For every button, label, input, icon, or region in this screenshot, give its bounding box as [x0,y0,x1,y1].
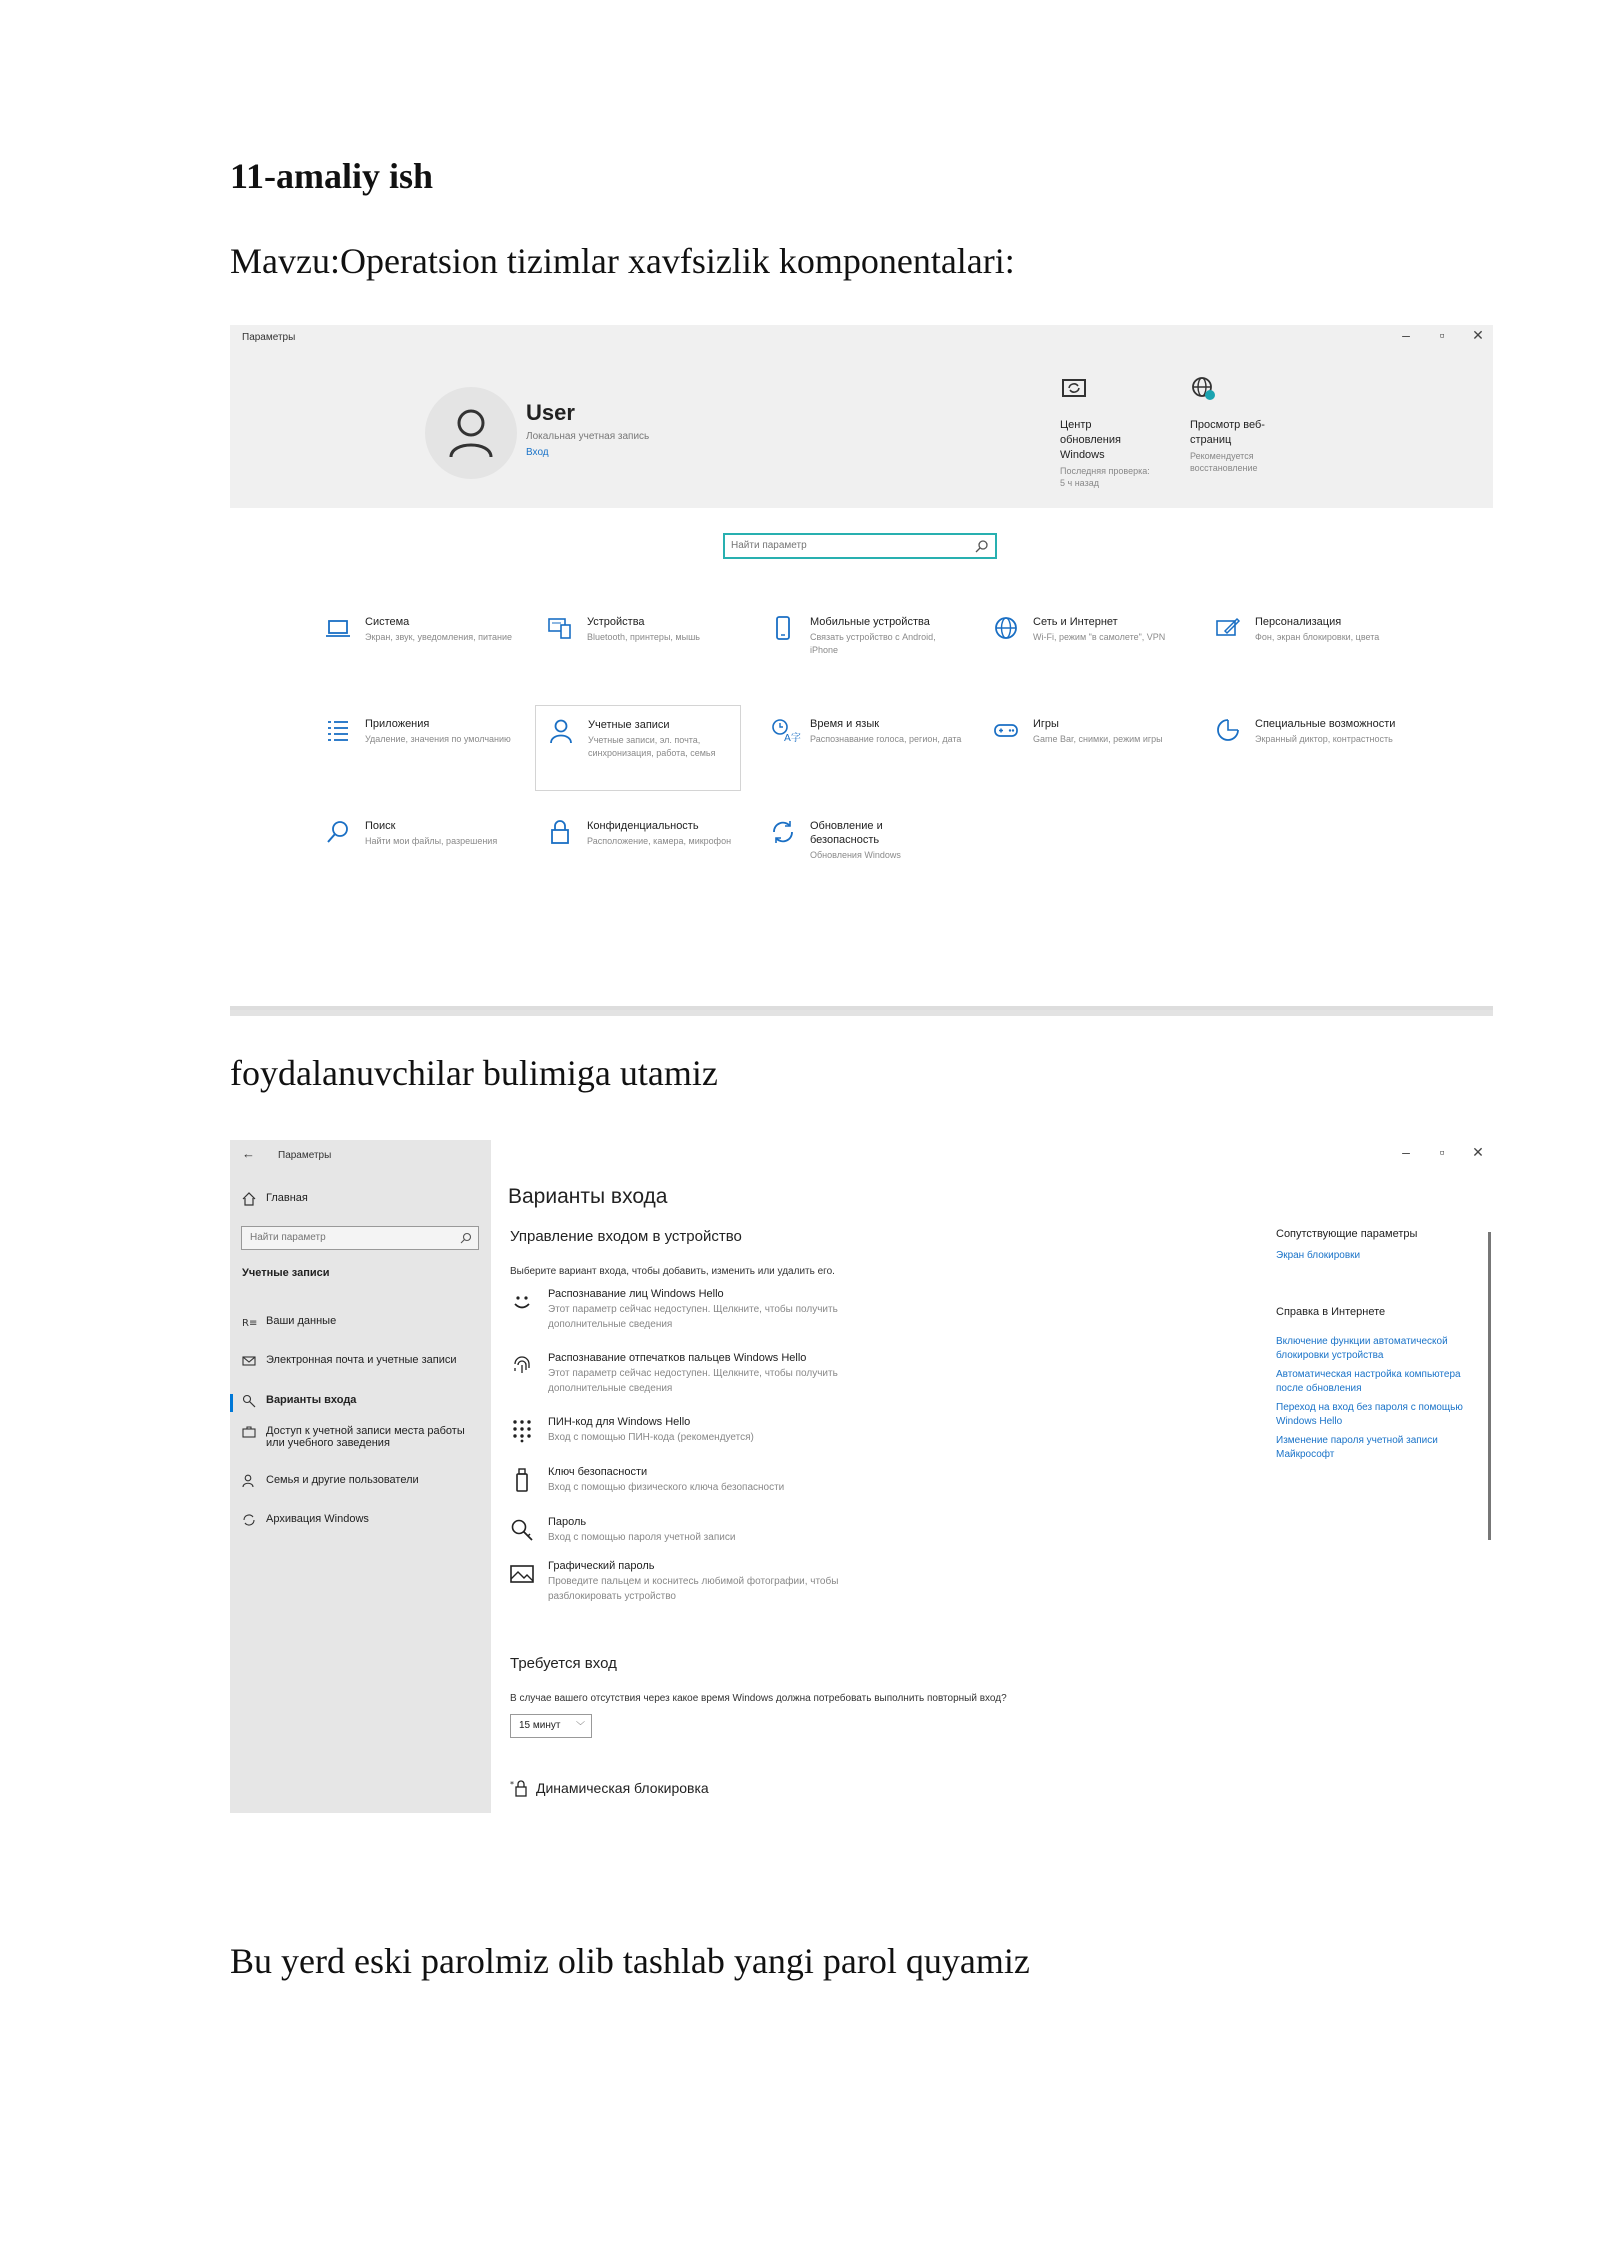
dynamic-lock-label: Динамическая блокировка [536,1780,709,1796]
login-link[interactable]: Вход [526,447,549,458]
sync-icon [242,1513,256,1527]
category-time-language[interactable] [770,717,970,797]
category-desc: Фон, экран блокировки, цвета [1255,632,1380,642]
person-icon [447,407,495,459]
category-title: Система [365,616,410,628]
svg-text:A字: A字 [784,733,801,744]
category-accounts[interactable] [535,705,741,791]
back-arrow-icon[interactable]: ← [242,1146,255,1161]
help-link[interactable]: Автоматическая настройка компьютера после обновления [1276,1368,1461,1395]
header-tile-desc: Последняя проверка: 5 ч назад [1060,465,1150,489]
home-icon [242,1192,256,1206]
close-button[interactable]: ✕ [1472,327,1484,343]
window-controls [1399,327,1485,344]
sidebar-item-backup[interactable] [242,1513,482,1527]
related-settings [1276,1227,1481,1263]
sidebar-search-box[interactable] [241,1226,479,1250]
category-network[interactable] [993,615,1193,695]
category-search[interactable] [325,819,525,899]
option-picture-password[interactable] [510,1560,970,1610]
active-indicator [230,1394,233,1412]
sign-in-options-screenshot [230,1140,1493,1813]
option-desc: Проведите пальцем и коснитесь любимой фотографии, чтобы разблокировать устройство [548,1576,839,1602]
account-type: Локальная учетная запись [526,431,650,442]
sidebar-item-your-info[interactable] [242,1315,482,1329]
sidebar-search-input[interactable] [242,1228,458,1248]
pin-icon [510,1418,534,1442]
require-signin-question: В случае вашего отсутствия через какое время Windows должна потребовать выполнить повторный вход? [510,1693,1007,1704]
section-title: Управление входом в устройство [510,1228,742,1245]
minimize-button[interactable]: – [1402,327,1410,343]
sidebar-item-label: Архивация Windows [266,1513,369,1525]
devices-icon [547,615,573,641]
option-title: Распознавание отпечатков пальцев Windows Hello [548,1352,807,1364]
category-title: Специальные возможности [1255,718,1396,730]
category-title: Сеть и Интернет [1033,616,1118,628]
category-desc: Game Bar, снимки, режим игры [1033,734,1163,744]
online-help [1276,1305,1481,1463]
require-signin-select[interactable] [510,1714,592,1738]
gamepad-icon [993,717,1019,743]
category-accessibility[interactable] [1215,717,1415,797]
related-link[interactable]: Экран блокировки [1276,1249,1361,1261]
search-icon [460,1232,472,1244]
category-title: Время и язык [810,718,880,730]
category-mobile[interactable] [770,615,970,695]
settings-search-box[interactable] [723,533,997,559]
category-desc: Bluetooth, принтеры, мышь [587,632,700,642]
sidebar-item-work-access[interactable] [242,1425,482,1449]
category-title: Поиск [365,820,396,832]
sync-icon [770,819,796,845]
option-title: Пароль [548,1516,587,1528]
document-paragraph: foydalanuvchilar bulimiga utamiz [230,1053,718,1093]
category-desc: Экран, звук, уведомления, питание [365,632,513,642]
header-tile-title: Просмотр веб-страниц [1190,419,1265,446]
people-icon [242,1474,256,1488]
mail-icon [242,1354,256,1368]
option-title: ПИН-код для Windows Hello [548,1416,691,1428]
sidebar-item-label: Доступ к учетной записи места работы или учебного заведения [266,1425,465,1449]
option-desc: Вход с помощью ПИН-кода (рекомендуется) [548,1432,754,1443]
settings-header [230,325,1493,508]
category-update-security[interactable] [770,819,970,899]
sidebar-item-label: Семья и другие пользователи [266,1474,419,1486]
option-title: Распознавание лиц Windows Hello [548,1288,724,1300]
header-tile-browsing[interactable] [1190,375,1280,475]
category-desc: Распознавание голоса, регион, дата [810,734,962,744]
sidebar-section-title: Учетные записи [242,1267,330,1279]
security-key-icon [510,1468,534,1492]
dynamic-lock[interactable] [510,1779,709,1797]
category-title: Обновление и безопасность [810,820,883,847]
search-icon [325,819,351,845]
category-title: Мобильные устройства [810,616,930,628]
category-desc: Обновления Windows [810,850,901,860]
accessibility-icon [1215,717,1241,743]
settings-search-input[interactable] [725,536,957,556]
category-personalization[interactable] [1215,615,1415,695]
category-gaming[interactable] [993,717,1193,797]
option-desc: Вход с помощью физического ключа безопасности [548,1482,785,1493]
sidebar-item-family[interactable] [242,1474,482,1488]
face-icon [510,1290,534,1314]
category-title: Приложения [365,718,430,730]
header-tile-desc: Рекомендуется восстановление [1190,450,1258,474]
option-face[interactable] [510,1288,970,1338]
category-desc: Найти мои файлы, разрешения [365,836,498,846]
phone-icon [770,615,796,641]
category-devices[interactable] [547,615,747,695]
select-value: 15 минут [519,1720,561,1731]
sidebar-item-home[interactable] [242,1192,482,1206]
category-desc: Удаление, значения по умолчанию [365,734,511,744]
category-desc: Wi-Fi, режим "в самолете", VPN [1033,632,1166,642]
briefcase-icon [242,1425,256,1439]
maximize-button[interactable]: ▫ [1439,327,1445,343]
category-title: Конфиденциальность [587,820,699,832]
user-name: User [526,400,575,425]
user-avatar[interactable] [425,387,517,479]
category-system[interactable] [325,615,525,695]
option-desc: Вход с помощью пароля учетной записи [548,1532,736,1543]
category-privacy[interactable] [547,819,747,899]
window-title: Параметры [242,332,296,343]
category-title: Устройства [587,616,645,628]
sidebar-item-label: Электронная почта и учетные записи [266,1354,457,1366]
scrollbar[interactable] [1488,1232,1491,1540]
help-heading: Справка в Интернете [1276,1306,1386,1318]
category-desc: Экранный диктор, контрастность [1255,734,1393,744]
instruction-text: Выберите вариант входа, чтобы добавить, изменить или удалить его. [510,1266,835,1277]
sidebar-item-label: Варианты входа [266,1394,357,1406]
option-fingerprint[interactable] [510,1352,970,1402]
option-title: Графический пароль [548,1560,655,1572]
category-title: Игры [1033,718,1059,730]
sidebar-item-email[interactable] [242,1354,482,1368]
sidebar-item-sign-in-options[interactable] [242,1394,482,1408]
document-subject: Mavzu:Operatsion tizimlar xavfsizlik komponentalari: [230,241,1015,281]
time-language-icon [770,717,801,744]
close-button[interactable]: ✕ [1472,1144,1484,1160]
header-tile-update[interactable] [1060,375,1150,490]
help-link[interactable]: Переход на вход без пароля с помощью Windows Hello [1276,1401,1463,1428]
settings-home-screenshot [230,325,1493,1016]
personalization-icon [1215,615,1241,641]
category-desc: Учетные записи, эл. почта, синхронизация, работа, семья [588,735,716,759]
svg-text:*: * [510,1780,514,1789]
help-link[interactable]: Изменение пароля учетной записи Майкрософт [1276,1434,1438,1461]
help-link[interactable]: Включение функции автоматической блокировки устройства [1276,1335,1448,1362]
option-desc: Этот параметр сейчас недоступен. Щелкните, чтобы получить дополнительные сведения [548,1304,838,1330]
require-signin-title: Требуется вход [510,1655,617,1672]
sidebar-item-label: Ваши данные [266,1315,337,1327]
laptop-icon [325,615,351,641]
option-title: Ключ безопасности [548,1466,648,1478]
apps-icon [325,717,351,743]
category-desc: Связать устройство с Android, iPhone [810,632,936,656]
key-icon [242,1394,256,1408]
settings-sidebar [230,1140,491,1813]
globe-icon [1190,375,1218,403]
category-desc: Расположение, камера, микрофон [587,836,732,846]
option-security-key[interactable] [510,1466,970,1502]
window-title: Параметры [278,1150,332,1161]
option-password[interactable] [510,1516,970,1552]
person-card-icon [242,1315,256,1329]
category-title: Персонализация [1255,616,1342,628]
minimize-button[interactable]: – [1402,1144,1410,1160]
header-tile-title: Центр обновления Windows [1060,419,1121,461]
password-key-icon [510,1518,534,1542]
picture-password-icon [510,1562,534,1586]
dynamic-lock-icon [510,1779,528,1797]
option-desc: Этот параметр сейчас недоступен. Щелкните, чтобы получить дополнительные сведения [548,1368,838,1394]
network-globe-icon [993,615,1019,641]
option-pin[interactable] [510,1416,970,1452]
document-title: 11-amaliy ish [230,156,434,196]
search-icon [975,539,989,553]
taskbar-strip [230,1006,1493,1010]
category-apps[interactable] [325,717,525,797]
document-paragraph: Bu yerd eski parolmiz olib tashlab yangi parol quyamiz [230,1941,1030,1981]
chevron-down-icon: ﹀ [575,1721,585,1731]
sidebar-item-label: Главная [266,1192,308,1204]
category-title: Учетные записи [588,719,670,731]
lock-icon [547,819,573,845]
update-icon [1060,375,1088,403]
fingerprint-icon [510,1354,534,1378]
page-title: Варианты входа [508,1185,668,1208]
accounts-icon [548,718,574,744]
maximize-button[interactable]: ▫ [1439,1144,1445,1160]
svg-text:R≡: R≡ [242,1318,258,1329]
related-heading: Сопутствующие параметры [1276,1228,1418,1240]
